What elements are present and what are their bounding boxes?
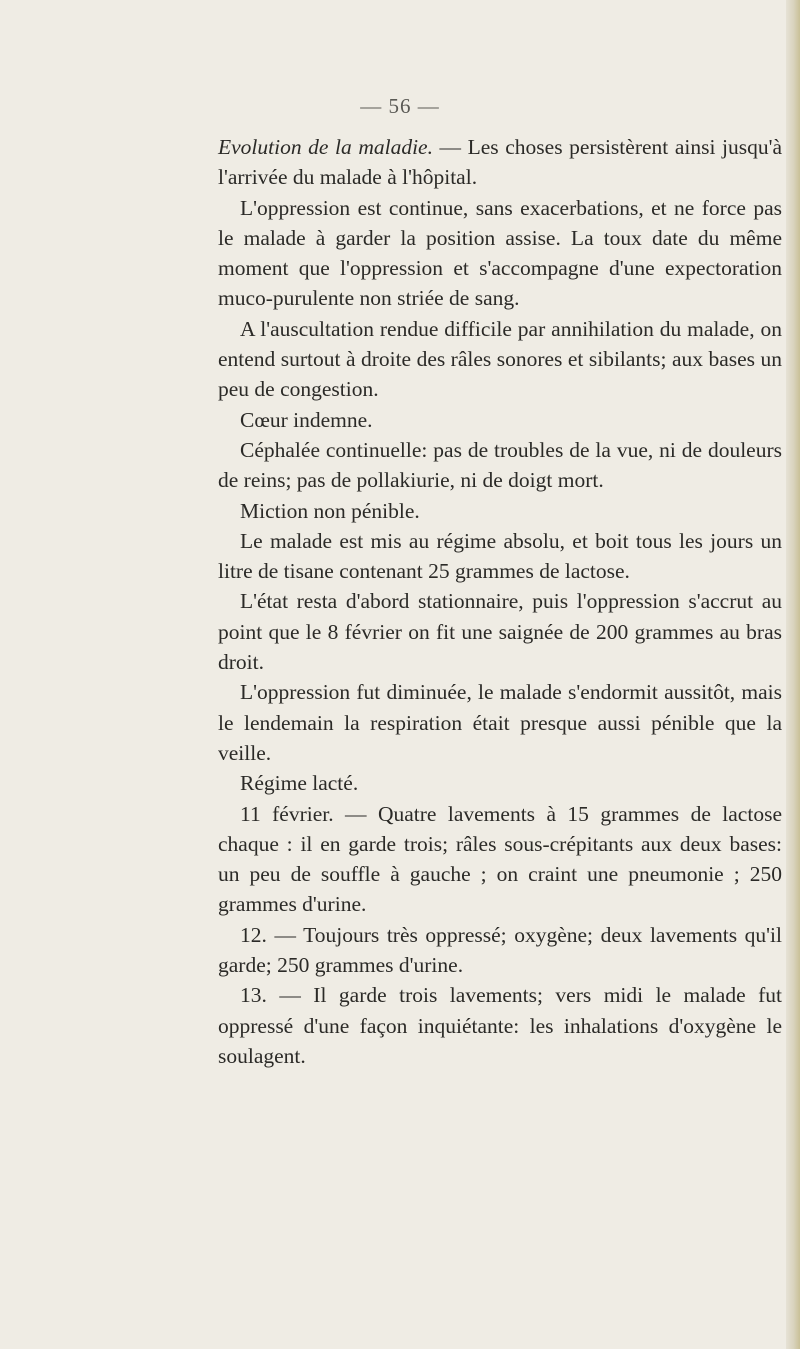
body-text xyxy=(218,132,782,1071)
paragraph-regime-absolu: Le malade est mis au régime absolu, et boit tous les jours un litre de tisane contenant 25 grammes de lactose. xyxy=(218,528,782,584)
paragraph-regime-lacte: Régime lacté. xyxy=(240,771,359,796)
paragraph-oppression-diminuee: L'oppression fut diminuée, le malade s'endormit aussitôt, mais le lendemain la respiration était presque aussi pénible que la veille. xyxy=(218,680,782,765)
paragraph-12-fevrier: 12. — Toujours très oppressé; oxygène; deux lavements qu'il garde; 250 grammes d'urine. xyxy=(218,922,782,978)
paragraph-evolution: Evolution de la maladie. — Les choses persistèrent ainsi jusqu'à l'arrivée du malade à l'hôpital. xyxy=(218,135,782,190)
paragraph-saignee: L'état resta d'abord stationnaire, puis l'oppression s'accrut au point que le 8 février on fit une saignée de 200 grammes au bras droit. xyxy=(218,589,782,675)
section-heading: Evolution de la maladie. xyxy=(218,135,433,159)
paragraph-11-fevrier: 11 février. — Quatre lavements à 15 grammes de lactose chaque : il en garde trois; râles sous-crépitants aux deux bases: un peu de souffle à gauche ; on craint une pneumonie ; 250 grammes d'urine. xyxy=(218,801,782,917)
paragraph-oppression: L'oppression est continue, sans exacerbations, et ne force pas le malade à garder la position assise. La toux date du même moment que l'oppression et s'accompagne d'une expectoration muco-purulente non striée de sang. xyxy=(218,195,782,311)
paragraph-coeur: Cœur indemne. xyxy=(240,407,373,432)
paragraph-cephalee: Céphalée continuelle: pas de troubles de la vue, ni de douleurs de reins; pas de pollakiurie, ni de doigt mort. xyxy=(218,437,782,493)
page-edge-shadow xyxy=(786,0,800,1349)
paragraph-13-fevrier: 13. — Il garde trois lavements; vers midi le malade fut oppressé d'une façon inquiétante: les inhalations d'oxygène le soulagent. xyxy=(218,983,782,1068)
page-number: — 56 — xyxy=(360,94,440,118)
paragraph-auscultation: A l'auscultation rendue difficile par annihilation du malade, on entend surtout à droite des râles sonores et sibilants; aux bases un peu de congestion. xyxy=(218,316,782,402)
paragraph-miction: Miction non pénible. xyxy=(240,498,420,523)
